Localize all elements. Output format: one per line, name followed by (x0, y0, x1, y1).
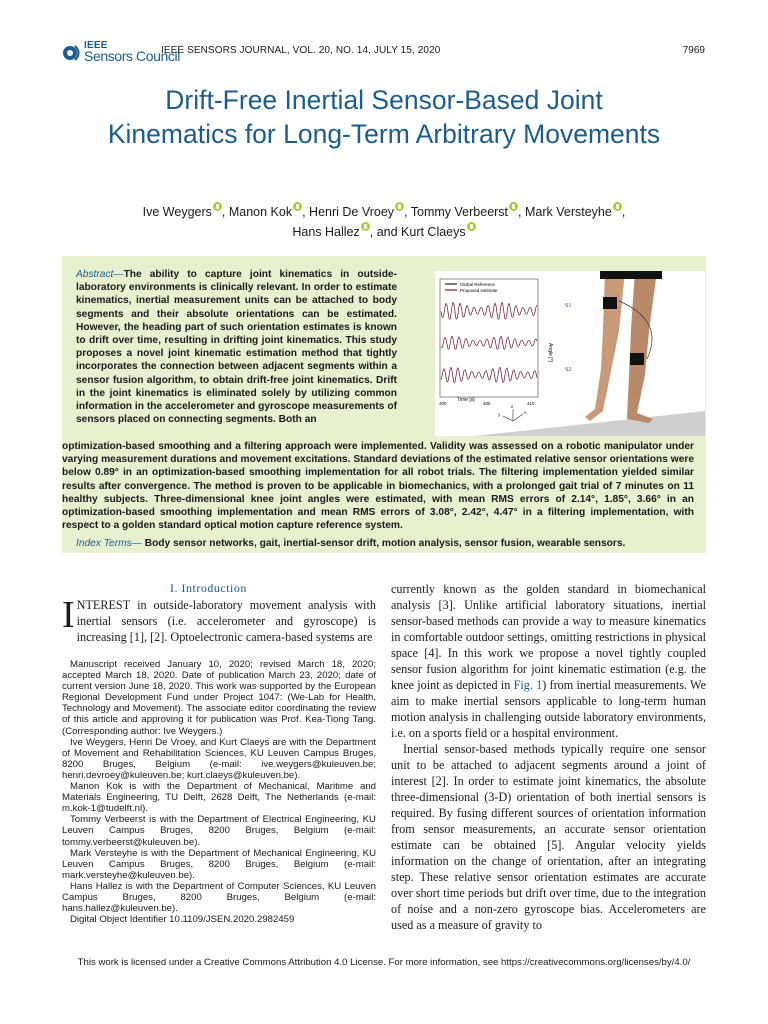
drop-cap: I (62, 594, 75, 636)
legend-estimate-label: Proposed estimate (460, 288, 498, 293)
author-name[interactable]: Kurt Claeys (401, 225, 466, 239)
logo-council-text: Sensors Council (84, 48, 180, 64)
footnote-affiliation: Mark Versteyhe is with the Department of Mechanical Engineering, KU Leuven Campus Bruges, 8200 Bruges, Belgium (e-mail: mark.versteyhe@kuleuven.be). (62, 847, 376, 881)
index-terms-text: Body sensor networks, gait, inertial-sensor drift, motion analysis, sensor fusion, wearable sensors. (141, 538, 626, 549)
sensor-label-s1: S1 (565, 303, 572, 309)
sensor-label-s2: S2 (565, 367, 572, 373)
legend-reference-label: Global Reference (460, 282, 496, 287)
abstract-text-bottom: optimization-based smoothing and a filtering approach were implemented. Validity was assessed on a robotic manipulator under varying measurement durations and movement excitations. Standard deviations of the estimated relative sensor orientations were below 0.89° in an optimization-based smoothing implementation for all robot trials. The filtering implementation yielded similar results after convergence. The method is proven to be applicable in biomechanics, with a prolonged gait trial of 7 minutes on 11 healthy subjects. Three-dimensional knee joint angles were estimated, with mean RMS errors of 2.14°, 1.85°, 3.66° in an optimization-based smoothing implementation and mean RMS errors of 3.08°, 2.42°, 4.47° in a filtering implementation, with respect to a golden standard optical motion capture reference system. (62, 441, 694, 532)
author-name[interactable]: Manon Kok (228, 205, 293, 219)
paper-title: Drift-Free Inertial Sensor-Based Joint Kinematics for Long-Term Arbitrary Movements (107, 85, 661, 149)
x-tick-label: 400 (439, 401, 447, 406)
paragraph-text: ) from inertial measurements. We aim to make inertial sensors applicable to long-term human motion analysis in challenging outside laboratory environments, i.e. on a sports field or a hospital environment. (391, 678, 706, 740)
orcid-icon[interactable] (361, 222, 370, 231)
sensors-council-logo-icon (62, 42, 84, 64)
abstract-label: Abstract— (76, 269, 124, 280)
page-number: 7969 (682, 45, 705, 56)
paragraph-text: currently known as the golden standard in biomechanical analysis [3]. Unlike artificial laboratory situations, inertial sensor-based methods can provide a way to measure kinematics in comfortable outdoor settings, omitting restrictions in physical space [4]. In this work we propose a novel tightly coupled sensor fusion algorithm for joint kinematic estimation (e.g. the knee joint as depicted in (391, 582, 706, 692)
x-tick-label: 410 (527, 401, 535, 406)
right-column-text (391, 581, 706, 933)
footnote-doi: Digital Object Identifier 10.1109/JSEN.2020.2982459 (70, 914, 295, 926)
right-paragraph-1 (391, 581, 706, 741)
intro-text: in outside-laboratory movement analysis with inertial sensors (i.e. accelerometer and gyroscope) is increasing [1], [2]. Optoelectronic camera-based systems are (76, 598, 376, 644)
section-heading-introduction: I. Introduction (170, 581, 247, 595)
logo-ieee-text: IEEE (84, 40, 108, 51)
index-terms (76, 538, 625, 549)
axis-label-y: y (498, 413, 501, 418)
abstract-text-top (76, 268, 397, 426)
footnote-affiliation: Ive Weygers, Henri De Vroey, and Kurt Claeys are with the Department of Movement and Rehabilitation Sciences, KU Leuven Campus Bruges, 8200 Bruges, Belgium (e-mail: ive.weygers@kuleuven.be; henri.devroey@kuleuven.be; kurt.claeys@kuleuven.be). (62, 736, 376, 781)
author-list: Ive Weygers , Manon Kok , Henri De Vroey , Tommy Verbeerst , Mark Versteyhe , Hans Hallez , and Kurt Claeys (80, 202, 688, 242)
orcid-icon[interactable] (467, 222, 476, 231)
footnote-affiliation: Manon Kok is with the Department of Mechanical, Maritime and Materials Engineering, TU Delft, 2628 Delft, The Netherlands (e-mail: m.kok-1@tudelft.nl). (62, 781, 376, 815)
ieee-sensors-council-logo (62, 40, 180, 70)
orcid-icon[interactable] (395, 202, 404, 211)
author-name[interactable]: Mark Versteyhe (525, 205, 612, 219)
axis-label-z: z (511, 405, 514, 410)
abstract-body-top: The ability to capture joint kinematics in outside-laboratory environments is clinically relevant. In order to estimate kinematics, inertial measurement units can be attached to body segments and their absolute orientations can be estimated. However, the heading part of such orientation estimates is known to drift over time, resulting in drifting joint kinematics. This study proposes a novel joint kinematic estimation method that tightly incorporates the connection between adjacent segments within a sensor fusion algorithm, to obtain drift-free joint kinematics. Drift in the joint kinematics is eliminated solely by utilizing common information in the accelerometer and gyroscope measurements of sensors placed on connecting segments. Both an (76, 269, 397, 426)
orcid-icon[interactable] (613, 202, 622, 211)
intro-paragraph (62, 594, 376, 645)
thigh-sensor (603, 297, 617, 309)
author-name[interactable]: Tommy Verbeerst (410, 205, 509, 219)
graphical-abstract-figure (435, 271, 705, 436)
orcid-icon[interactable] (509, 202, 518, 211)
orcid-icon[interactable] (293, 202, 302, 211)
footnotes (62, 659, 376, 925)
journal-header: IEEE SENSORS JOURNAL, VOL. 20, NO. 14, JULY 15, 2020 (161, 45, 441, 56)
shank-sensor (630, 353, 644, 365)
index-terms-label: Index Terms— (76, 538, 142, 549)
figure-1-link[interactable]: Fig. 1 (513, 678, 543, 692)
right-paragraph-2: Inertial sensor-based methods typically require one sensor unit to be attached to adjacent segments around a joint of interest [2]. In order to estimate joint kinematics, the absolute three-dimensional (3-D) orientation of both inertial sensors is required. By fusing different sources of orientation information from sensor measurements, an accurate sensor orientation estimate can be obtained [5]. Angular velocity yields information on the change of orientation, after an integrating step. These relative sensor orientation estimates are accurate over short time periods but drift over time, due to the integration of noise and a non-zero gyroscope bias. Accelerometers are used as a measure of gravity to (391, 742, 706, 932)
intro-lead: NTEREST (76, 598, 131, 612)
license-footer: This work is licensed under a Creative Commons Attribution 4.0 License. For more information, see https://creativecommons.org/licenses/by/4.0/ (77, 957, 691, 968)
author-and: and (376, 225, 398, 239)
x-tick-label: 405 (483, 401, 491, 406)
y-axis-label: Angle [°] (547, 343, 553, 362)
footnote-manuscript: Manuscript received January 10, 2020; revised March 18, 2020; accepted March 18, 2020. Date of publication March 23, 2020; date of current version June 18, 2020. This work was supported by the European Regional Development Fund under Project 1047: (We-Lab for Health, Technology and Movement). The associate editor coordinating the review of this article and approving it for publication was Prof. Kea-Tiong Tang. (Corresponding author: Ive Weygers.) (62, 659, 376, 737)
orcid-icon[interactable] (213, 202, 222, 211)
footnote-affiliation: Hans Hallez is with the Department of Computer Sciences, KU Leuven Campus Bruges, 8200 Bruges, Belgium (e-mail: hans.hallez@kuleuven.be). (62, 880, 376, 915)
author-name[interactable]: Henri De Vroey (309, 205, 395, 219)
x-axis-label: Time [s] (457, 397, 475, 403)
author-name[interactable]: Ive Weygers (142, 205, 212, 219)
shorts (600, 271, 662, 279)
author-name[interactable]: Hans Hallez (292, 225, 360, 239)
axis-label-x: x (524, 411, 527, 416)
footnote-affiliation: Tommy Verbeerst is with the Department of Electrical Engineering, KU Leuven Campus Bruges, 8200 Bruges, Belgium (e-mail: tommy.verbeerst@kuleuven.be). (62, 814, 376, 848)
